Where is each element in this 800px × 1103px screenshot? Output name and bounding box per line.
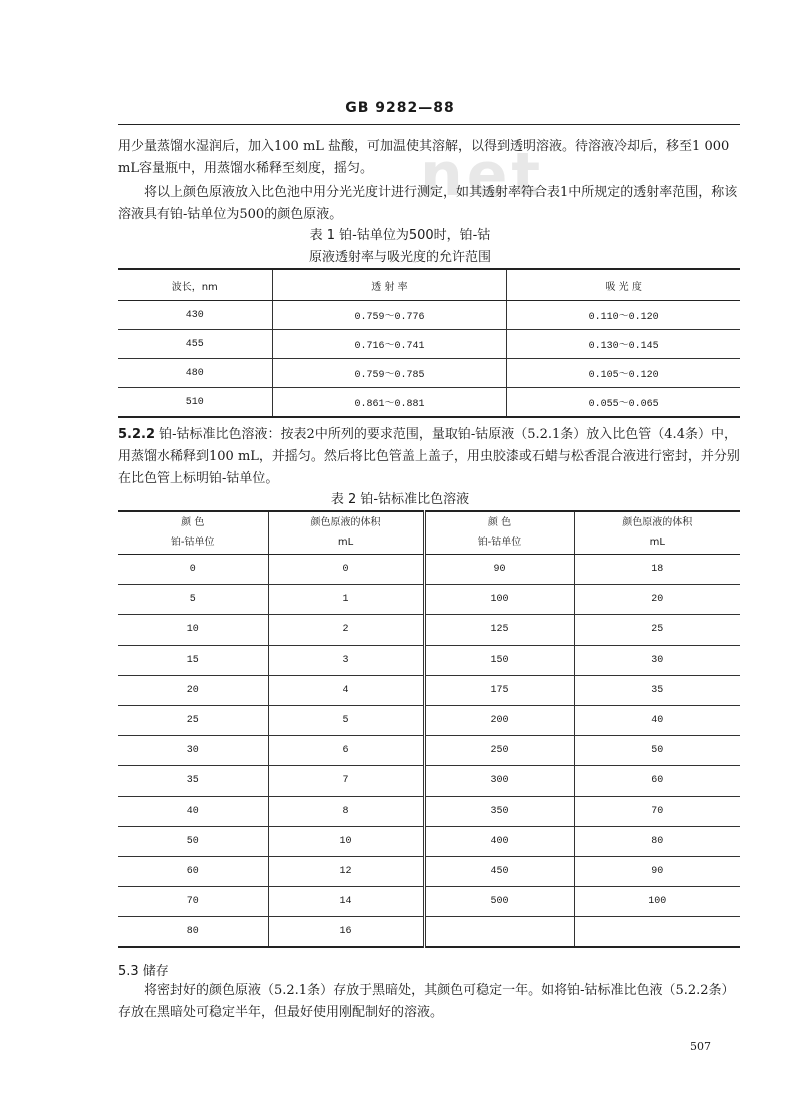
t1-cell: 0.130～0.145 <box>507 330 740 359</box>
t1-cell: 0.716～0.741 <box>272 330 507 359</box>
table-row <box>118 766 740 796</box>
t2-cell: 30 <box>118 736 268 766</box>
t2-cell: 70 <box>574 796 740 826</box>
table-row <box>118 917 740 948</box>
t2-cell: 10 <box>118 615 268 645</box>
t2-cell: 90 <box>574 856 740 886</box>
t2-cell: 100 <box>424 585 574 615</box>
table-row <box>118 330 740 359</box>
t2-cell: 40 <box>118 796 268 826</box>
section-5-2-2-text: 铂-钴标准比色溶液：按表2中所列的要求范围，量取铂-钴原液（5.2.1条）放入比色管（4.4条）中，用蒸馏水稀释到100 mL，并摇匀。然后将比色管盖上盖子，用虫胶漆或石蜡与松香混合液进行密封，并分别在比色管上标明铂-钴单位。 <box>118 427 740 486</box>
t1-cell: 510 <box>118 388 272 418</box>
table-2 <box>118 510 740 948</box>
t2-cell: 14 <box>268 887 424 917</box>
table-row <box>118 585 740 615</box>
t2-cell: 70 <box>118 887 268 917</box>
t2-header-volume-label: 颜色原液的体积 <box>622 517 693 528</box>
section-5-3-title: 5.3 储存 <box>118 964 169 979</box>
t2-cell: 300 <box>424 766 574 796</box>
t2-cell: 250 <box>424 736 574 766</box>
table2-caption: 表 2 铂-钴标准比色溶液 <box>330 492 470 507</box>
table-1 <box>118 268 740 418</box>
table-row <box>118 675 740 705</box>
table-row <box>118 826 740 856</box>
t2-cell <box>574 917 740 948</box>
page-number: 507 <box>690 1040 711 1053</box>
t2-header-color-left <box>118 511 268 555</box>
t2-cell: 50 <box>118 826 268 856</box>
t2-header-unit-label: 铂-钴单位 <box>477 537 522 548</box>
t2-header-volume-left <box>268 511 424 555</box>
t2-header-volume-right <box>574 511 740 555</box>
t2-cell: 30 <box>574 645 740 675</box>
table-row <box>118 705 740 735</box>
t2-header-ml-label: mL <box>649 537 665 548</box>
t1-cell: 455 <box>118 330 272 359</box>
t2-cell: 3 <box>268 645 424 675</box>
t1-cell: 0.105～0.120 <box>507 359 740 388</box>
t1-cell: 0.861～0.881 <box>272 388 507 418</box>
t2-cell: 150 <box>424 645 574 675</box>
t1-cell: 0.759～0.776 <box>272 301 507 330</box>
t2-cell: 4 <box>268 675 424 705</box>
t2-cell: 400 <box>424 826 574 856</box>
table-row <box>118 301 740 330</box>
t2-cell: 125 <box>424 615 574 645</box>
t2-cell: 7 <box>268 766 424 796</box>
t2-header-unit-label: 铂-钴单位 <box>170 537 215 548</box>
t2-cell: 20 <box>574 585 740 615</box>
t2-cell: 2 <box>268 615 424 645</box>
t1-header-transmittance: 透 射 率 <box>272 269 507 301</box>
table-row <box>118 359 740 388</box>
t2-cell: 1 <box>268 585 424 615</box>
t2-cell: 90 <box>424 555 574 585</box>
t2-cell: 5 <box>268 705 424 735</box>
t2-cell: 25 <box>574 615 740 645</box>
watermark: net <box>420 140 545 210</box>
t2-cell: 15 <box>118 645 268 675</box>
intro-paragraph-2: 将以上颜色原液放入比色池中用分光光度计进行测定，如其透射率符合表1中所规定的透射率范围，称该溶液具有铂-钴单位为500的颜色原液。 <box>118 185 738 222</box>
t1-header-absorbance: 吸 光 度 <box>507 269 740 301</box>
t2-cell: 6 <box>268 736 424 766</box>
t2-cell: 175 <box>424 675 574 705</box>
t2-cell: 10 <box>268 826 424 856</box>
table-row <box>118 856 740 886</box>
t1-cell: 480 <box>118 359 272 388</box>
t2-cell: 80 <box>118 917 268 948</box>
t2-cell: 350 <box>424 796 574 826</box>
t2-cell: 0 <box>268 555 424 585</box>
t2-cell: 18 <box>574 555 740 585</box>
intro-block <box>118 136 740 226</box>
table-row <box>118 388 740 418</box>
section-5-2-2-number: 5.2.2 <box>118 427 156 442</box>
t1-header-wavelength: 波长，nm <box>118 269 272 301</box>
t2-cell: 200 <box>424 705 574 735</box>
t2-cell: 12 <box>268 856 424 886</box>
t2-header-volume-label: 颜色原液的体积 <box>310 517 381 528</box>
table-row <box>118 615 740 645</box>
table-row <box>118 887 740 917</box>
t2-cell <box>424 917 574 948</box>
t2-header-ml-label: mL <box>337 537 354 548</box>
header-rule <box>118 124 740 125</box>
t1-cell: 430 <box>118 301 272 330</box>
section-5-2-2 <box>118 424 740 490</box>
t2-header-color-right <box>424 511 574 555</box>
t1-cell: 0.055～0.065 <box>507 388 740 418</box>
t2-cell: 35 <box>574 675 740 705</box>
t2-header-color-label: 颜 色 <box>487 517 512 528</box>
table1-caption-line1: 表 1 铂-钴单位为500时，铂-钴 <box>309 228 491 243</box>
table-row <box>118 555 740 585</box>
t2-cell: 450 <box>424 856 574 886</box>
page-header: GB 9282—88 <box>345 100 455 116</box>
t2-cell: 40 <box>574 705 740 735</box>
t2-cell: 500 <box>424 887 574 917</box>
table-row <box>118 736 740 766</box>
t1-cell: 0.759～0.785 <box>272 359 507 388</box>
t2-cell: 35 <box>118 766 268 796</box>
t2-cell: 16 <box>268 917 424 948</box>
t2-cell: 25 <box>118 705 268 735</box>
t2-cell: 0 <box>118 555 268 585</box>
t1-cell: 0.110～0.120 <box>507 301 740 330</box>
t2-cell: 60 <box>118 856 268 886</box>
table-row <box>118 796 740 826</box>
t2-cell: 100 <box>574 887 740 917</box>
table-row <box>118 645 740 675</box>
t2-cell: 5 <box>118 585 268 615</box>
intro-text: 用少量蒸馏水湿润后，加入100 mL 盐酸，可加温使其溶解，以得到透明溶液。待溶液冷却后，移至1 000 mL容量瓶中，用蒸馏水稀释至刻度，摇匀。 <box>118 139 730 176</box>
t2-header-color-label: 颜 色 <box>181 517 205 528</box>
t2-cell: 50 <box>574 736 740 766</box>
t2-cell: 8 <box>268 796 424 826</box>
t2-cell: 60 <box>574 766 740 796</box>
t2-cell: 20 <box>118 675 268 705</box>
t2-cell: 80 <box>574 826 740 856</box>
table1-caption-line2: 原液透射率与吸光度的允许范围 <box>308 250 491 265</box>
section-5-3-text: 将密封好的颜色原液（5.2.1条）存放于黑暗处，其颜色可稳定一年。如将铂-钴标准比色液（5.2.2条）存放在黑暗处可稳定半年，但最好使用刚配制好的溶液。 <box>118 983 735 1020</box>
